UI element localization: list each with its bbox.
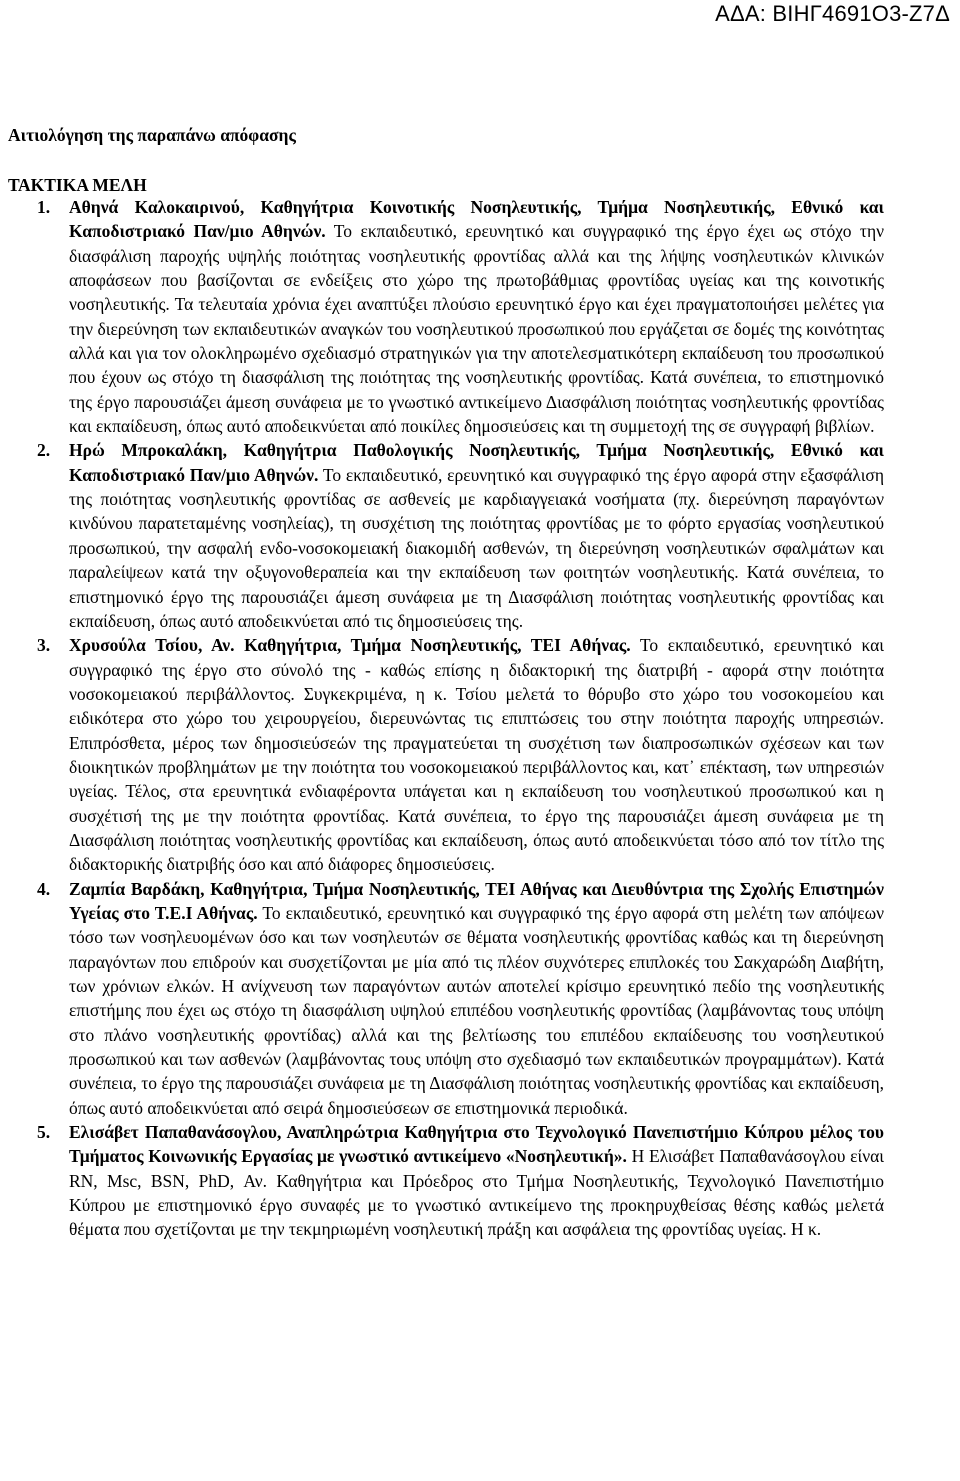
reasoning-heading: Αιτιολόγηση της παραπάνω απόφασης (8, 125, 296, 145)
members-heading: ΤΑΚΤΙΚΑ ΜΕΛΗ (8, 175, 147, 195)
member-name-title: Ζαμπία Βαρδάκη, Καθηγήτρια, Τμήμα Νοσηλευτικής, ΤΕΙ Αθήνας και Διευθύντρια της Σχολής Επιστημών Υγείας στο Τ.Ε.Ι Αθήνας. (69, 878, 884, 923)
member-item (0, 438, 884, 633)
member-name-title: Ηρώ Μπροκαλάκη, Καθηγήτρια Παθολογικής Νοσηλευτικής, Τμήμα Νοσηλευτικής, Εθνικό και Καποδιστριακό Παν/μιο Αθηνών. (69, 440, 884, 485)
member-item (0, 195, 884, 438)
member-description: Το εκπαιδευτικό, ερευνητικό και συγγραφικό της έργο έχει ως στόχο την διασφάλιση παροχής υψηλής ποιότητας νοσηλευτικής φροντίδας αλλά και της λήψης νοσηλευτικών κλινικών αποφάσεων που βασίζονται σε ενδείξεις στο χώρο της πρωτοβάθμιας φροντίδας υγείας και της κοινοτικής νοσηλευτικής. Τα τελευταία χρόνια έχει αναπτύξει πλούσιο ερευνητικό έργο και έχει πραγματοποιήσει μελέτες για την διερεύνηση των εκπαιδευτικών αναγκών του νοσηλευτικού προσωπικού που εργάζεται σε δομές της κοινότητας αλλά και για τον ολοκληρωμένο σχεδιασμό στρατηγικών για την αποτελεσματικότερη εκπαίδευση του προσωπικού που έχουν ως στόχο τη διασφάλιση της ποιότητας της νοσηλευτικής φροντίδας. Κατά συνέπεια, το επιστημονικό της έργο παρουσιάζει άμεση συνάφεια με το γνωστικό αντικείμενο Διασφάλιση ποιότητας νοσηλευτικής φροντίδας και εκπαίδευση, όπως αυτό αποδεικνύεται από ποικίλες δημοσιεύσεις και τη συμμετοχή της σε συγγραφή βιβλίων. (69, 221, 885, 437)
member-item (0, 877, 884, 1120)
member-name-title: Ελισάβετ Παπαθανάσογλου, Αναπληρώτρια Καθηγήτρια στο Τεχνολογικό Πανεπιστήμιο Κύπρου μέλος του Τμήματος Κοινωνικής Εργασίας με γνωστικό αντικείμενο «Νοσηλευτική». (69, 1122, 884, 1167)
member-name-title: Χρυσούλα Τσίου, Αν. Καθηγήτρια, Τμήμα Νοσηλευτικής, ΤΕΙ Αθήνας. (69, 635, 631, 656)
members-list (0, 195, 884, 1242)
member-name-title: Αθηνά Καλοκαιρινού, Καθηγήτρια Κοινοτικής Νοσηλευτικής, Τμήμα Νοσηλευτικής, Εθνικό και Καποδιστριακό Παν/μιο Αθηνών. (69, 197, 884, 242)
member-number: 3. (37, 635, 51, 656)
member-number: 2. (37, 440, 51, 461)
member-description: Το εκπαιδευτικό, ερευνητικό και συγγραφικό της έργο αφορά στην εξασφάλιση της ποιότητας νοσηλευτικής φροντίδας σε ασθενείς με καρδιαγγειακά νοσήματα (πχ. διερεύνηση παραγόντων κινδύνου παρατεταμένης νοσηλείας), τη συσχέτιση της ποιότητας φροντίδας με το φόρτο εργασίας νοσηλευτικού προσωπικού, την ασφαλή ενδο-νοσοκομειακή διακομιδή ασθενών, τη διερεύνηση νοσηλευτικών σφαλμάτων και παραλείψεων κατά την οξυγονοθεραπεία και την εκπαίδευση των φοιτητών νοσηλευτικής. Κατά συνέπεια, το επιστημονικό έργο της παρουσιάζει άμεση συνάφεια με τη Διασφάλιση ποιότητας νοσηλευτικής φροντίδας και εκπαίδευση, όπως αυτό αποδεικνύεται από τις δημοσιεύσεις της. (69, 464, 885, 631)
ada-code: ΑΔΑ: ΒΙΗΓ4691Ο3-Ζ7Δ (715, 1, 950, 26)
member-item (0, 1120, 884, 1242)
member-description: Η Ελισάβετ Παπαθανάσογλου είναι RN, Msc, BSN, PhD, Αν. Καθηγήτρια και Πρόεδρος στο Τμήμα Νοσηλευτικής, Τεχνολογικό Πανεπιστήμιο Κύπρου με επιστημονικό έργο συναφές με το γνωστικό αντικείμενο της προκηρυχθείσας θέσης καθώς μελετά θέματα που σχετίζονται με την τεκμηριωμένη νοσηλευτική πράξη και ασφάλεια της φροντίδας υγείας. Η κ. (69, 1146, 884, 1240)
member-number: 4. (37, 878, 51, 899)
member-description: Το εκπαιδευτικό, ερευνητικό και συγγραφικό της έργο στο σύνολό της - καθώς επίσης η διδακτορική της διατριβή - αφορά στην ποιότητα νοσοκομειακού περιβάλλοντος. Συγκεκριμένα, η κ. Τσίου μελετά το θόρυβο στο χώρο του νοσοκομείου και ειδικότερα στο χώρο του χειρουργείου, διερευνώντας τις επιπτώσεις του στην ποιότητα παροχής υπηρεσιών. Επιπρόσθετα, μέρος των δημοσιεύσεών της πραγματεύεται τη συσχέτιση των διαπροσωπικών σχέσεων και των διοικητικών προβλημάτων με την ποιότητα του νοσοκομειακού περιβάλλοντος και, κατ᾽ επέκταση, των υπηρεσιών υγείας. Τέλος, στα ερευνητικά ενδιαφέροντα υπάγεται και η εκπαίδευση του νοσηλευτικού προσωπικού και η συσχέτισή της με την ποιότητα φροντίδας. Κατά συνέπεια, το έργο της παρουσιάζει άμεση συνάφεια με τη Διασφάλιση ποιότητας νοσηλευτικής φροντίδας και εκπαίδευση, όπως αυτό αποδεικνύεται τόσο από τον τίτλο της διδακτορικής διατριβής όσο και από διάφορες δημοσιεύσεις. (69, 635, 884, 875)
member-number: 5. (37, 1122, 51, 1143)
member-number: 1. (37, 197, 51, 217)
member-description: Το εκπαιδευτικό, ερευνητικό και συγγραφικό της έργο αφορά στη μελέτη των απόψεων τόσο των νοσηλευομένων όσο και των νοσηλευτών σε θέματα νοσηλευτικής φροντίδας καθώς και τη διερεύνηση παραγόντων που επιδρούν και συσχετίζονται με μία από τις πλέον συχνότερες επιπλοκές του Σακχαρώδη Διαβήτη, των χρόνιων ελκών. Η ανίχνευση των παραγόντων αυτών αποτελεί κρίσιμο ερευνητικό πεδίο της νοσηλευτικής επιστήμης που έχει ως στόχο τη διασφάλιση υψηλού επιπέδου νοσηλευτικής φροντίδας (λαμβάνοντας τους υπόψη στο πλάνο νοσηλευτικής φροντίδας) αλλά και της βελτίωσης του επιπέδου εκπαίδευσης του νοσηλευτικού προσωπικού και των ασθενών (λαμβάνοντας τους υπόψη στο σχεδιασμό των εκπαιδευτικών προγραμμάτων). Κατά συνέπεια, το έργο της παρουσιάζει συνάφεια με τη Διασφάλιση ποιότητας νοσηλευτικής φροντίδας και εκπαίδευση, όπως αυτό αποδεικνύεται από σειρά δημοσιεύσεων σε επιστημονικά περιοδικά. (69, 902, 884, 1118)
member-item (0, 633, 884, 876)
